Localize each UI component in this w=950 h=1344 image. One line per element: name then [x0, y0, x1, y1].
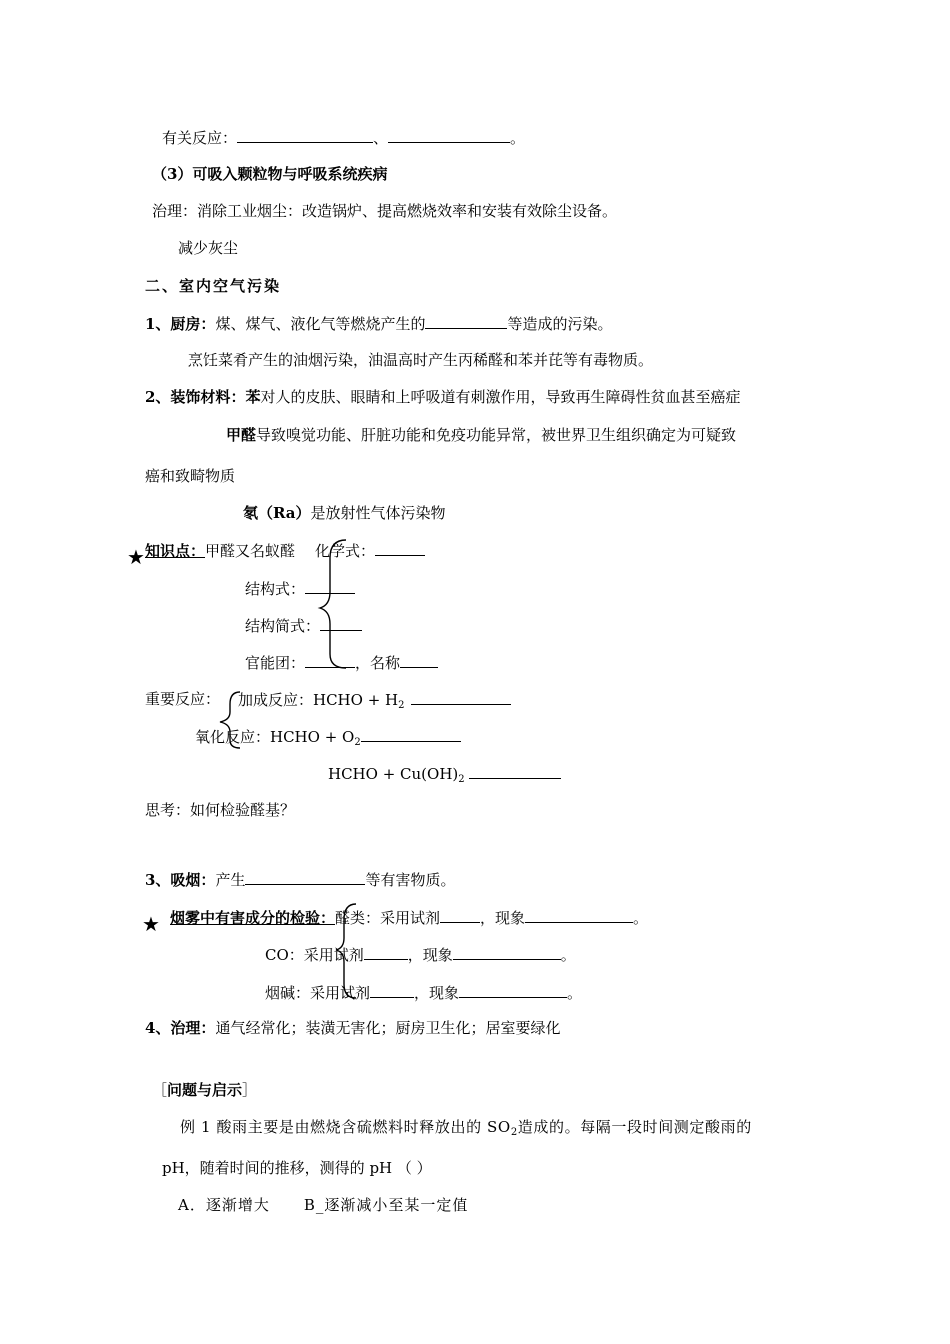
subscript: 2	[510, 1127, 518, 1138]
item-tail: 等造成的污染。	[507, 315, 613, 333]
subscript: 2	[354, 737, 361, 748]
left-bracket: ［	[152, 1081, 168, 1099]
paragraph: 烹饪菜肴产生的油烟污染，油温高时产生丙稀醛和苯并芘等有毒物质。	[188, 351, 654, 369]
structure-label: 结构式：	[245, 580, 306, 598]
item-heading: 4、治理：	[145, 1019, 216, 1037]
radon-term: 氡（Ra）	[243, 504, 311, 522]
reaction-brace	[220, 692, 240, 748]
reaction-text: 加成反应：HCHO + H	[238, 691, 399, 709]
item-tail: 等有害物质。	[365, 871, 456, 889]
formaldehyde-term: 甲醛	[226, 426, 257, 444]
item-text: 产生	[215, 871, 246, 889]
reaction-label: 有关反应：	[162, 129, 238, 147]
smoke-test-brace	[336, 904, 356, 998]
period: 。	[567, 984, 583, 1002]
smoke-test-heading: 烟雾中有害成分的检验：	[170, 909, 336, 927]
think-question: 思考：如何检验醛基？	[145, 801, 296, 819]
question-text: 例 1 酸雨主要是由燃烧含硫燃料时释放出的 SO	[180, 1118, 511, 1136]
phenomenon-label: ，现象	[480, 909, 526, 927]
knowledge-heading: 知识点：	[145, 542, 206, 560]
benzene-term: 苯	[245, 388, 261, 406]
question-continuation: pH，随着时间的推移，测得的 pH （ ）	[162, 1159, 432, 1177]
condensed-label: 结构简式：	[245, 617, 321, 635]
section-heading: （3）可吸入颗粒物与呼吸系统疾病	[152, 165, 388, 183]
star-icon: ★	[127, 545, 145, 569]
question-tail: 造成的。每隔一段时间测定酸雨的	[517, 1118, 752, 1136]
problems-title: 问题与启示	[167, 1081, 243, 1099]
reaction-text: HCHO + Cu(OH)	[328, 765, 459, 783]
test-text: 烟碱：采用试剂	[265, 984, 371, 1002]
knowledge-brace	[320, 540, 346, 668]
paragraph: 治理：消除工业烟尘：改造锅炉、提高燃烧效率和安装有效除尘设备。	[152, 202, 618, 220]
reaction-text: 氧化反应：HCHO + O	[195, 728, 355, 746]
phenomenon-label: ，现象	[407, 946, 453, 964]
subscript: 2	[458, 774, 465, 785]
star-icon: ★	[142, 912, 160, 936]
reactions-label: 重要反应：	[145, 690, 221, 708]
paragraph: 减少灰尘	[178, 239, 239, 257]
item-text: 对人的皮肤、眼睛和上呼吸道有刺激作用，导致再生障碍性贫血甚至癌症	[260, 388, 741, 406]
right-bracket: ］	[242, 1081, 258, 1099]
item-text: 导致嗅觉功能、肝脏功能和免疫功能异常，被世界卫生组织确定为可疑致	[256, 426, 737, 444]
subscript: 2	[398, 700, 405, 711]
test-text: 醛类：采用试剂	[335, 909, 441, 927]
option-a[interactable]: A．逐渐增大	[178, 1196, 270, 1214]
period: 。	[510, 129, 526, 147]
group-label: 官能团：	[245, 654, 306, 672]
option-b[interactable]: B_逐渐减小至某一定值	[303, 1196, 469, 1214]
item-text: 甲醛又名蚁醛	[205, 542, 296, 560]
item-heading: 2、装饰材料：	[145, 388, 246, 406]
item-text: 煤、煤气、液化气等燃烧产生的	[215, 315, 426, 333]
formula-label: 化学式：	[315, 542, 376, 560]
phenomenon-label: ，现象	[414, 984, 460, 1002]
period: 。	[560, 946, 576, 964]
separator: 、	[373, 129, 389, 147]
name-label: ，名称	[355, 654, 401, 672]
item-text: 通气经常化；装潢无害化；厨房卫生化；居室要绿化	[215, 1019, 561, 1037]
period: 。	[633, 909, 649, 927]
test-text: CO：采用试剂	[265, 946, 364, 964]
item-text: 是放射性气体污染物	[310, 504, 446, 522]
paragraph: 癌和致畸物质	[145, 467, 236, 485]
section-title: 二、室内空气污染	[145, 277, 282, 295]
item-heading: 3、吸烟：	[145, 871, 216, 889]
item-heading: 1、厨房：	[145, 315, 216, 333]
